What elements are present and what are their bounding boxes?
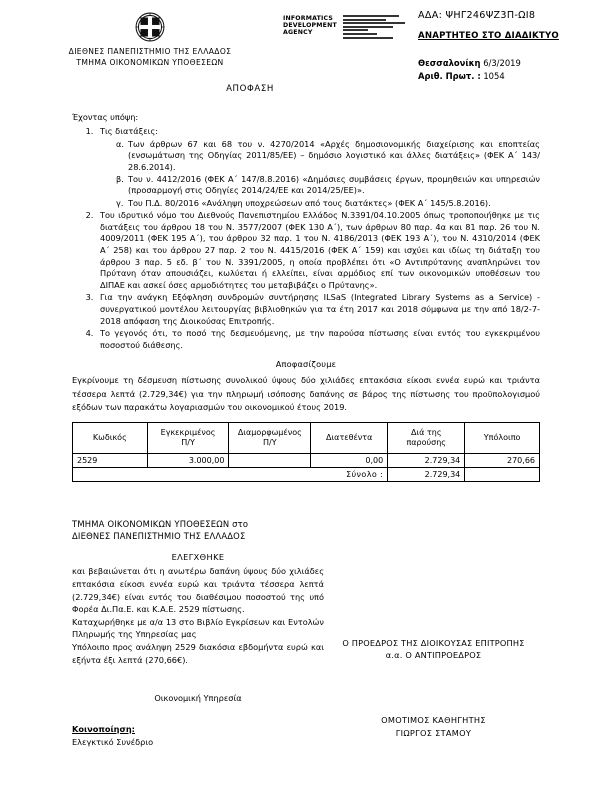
budget-table xyxy=(72,422,540,482)
cell-approved: 3.000,00 xyxy=(147,454,229,468)
sublist-marker: β. xyxy=(116,173,124,184)
table-row xyxy=(73,454,540,468)
preamble-text: Έχοντας υπόψη: xyxy=(72,112,139,122)
audit-paragraph-2: Καταχωρήθηκε με α/α 13 στο Βιβλίο Εγκρίσεων και Εντολών Πληρωμής της Υπηρεσίας μας xyxy=(72,616,324,640)
total-label: Σύνολο : xyxy=(73,468,388,482)
informatics-development-agency-stamp xyxy=(283,15,411,40)
decision-heading: Αποφασίζουμε xyxy=(275,359,337,370)
cell-current: 2.729,34 xyxy=(388,454,465,468)
sublist-item-text: Του Π.Δ. 80/2016 «Ανάληψη υποχρεώσεων από τους διατάκτες» (ΦΕΚ Α΄ 145/5.8.2016). xyxy=(128,197,491,208)
department-block xyxy=(72,518,540,543)
table-total-row xyxy=(73,468,540,482)
list-item xyxy=(96,292,540,327)
audit-column xyxy=(72,551,324,705)
list-item xyxy=(96,126,540,209)
signer-block xyxy=(327,714,540,739)
document-body xyxy=(72,112,540,482)
department-line1: ΤΜΗΜΑ ΟΙΚΟΝΟΜΙΚΩΝ ΥΠΟΘΕΣΕΩΝ στο xyxy=(72,519,249,529)
organization-name-line1: ΔΙΕΘΝΕΣ ΠΑΝΕΠΙΣΤΗΜΙΟ ΤΗΣ ΕΛΛΑΔΟΣ xyxy=(68,47,232,56)
column-header-allocated: Διατεθέντα xyxy=(311,423,388,454)
digital-signature-detail-icon xyxy=(343,15,405,40)
decision-paragraph: Εγκρίνουμε τη δέσμευση πίστωσης συνολικού ύψους δύο χιλιάδες επτακόσια είκοσι εννέα ευρώ και τριάντα τέσσερα λεπτά (2.729,34€) για την πληρωμή ισόποσης δαπάνης σε βάρος της πίστωσης του προϋπολογισμού εξόδων των παρακάτω λογαριασμών του οικονομικού έτους 2019. xyxy=(72,375,540,413)
column-header-remaining: Υπόλοιπο xyxy=(465,423,540,454)
table-header-row xyxy=(73,423,540,454)
signer-title-line2: α.α. Ο ΑΝΤΙΠΡΟΕΔΡΟΣ xyxy=(385,650,482,661)
column-header-code: Κωδικός xyxy=(73,423,148,454)
anartiteo-label: ΑΝΑΡΤΗΤΕΟ ΣΤΟ ΔΙΑΔΙΚΤΥΟ xyxy=(418,31,559,41)
list-item xyxy=(96,210,540,291)
ada-number: ΑΔΑ: ΨΗΓ246ΨΖ3Π-ΩΙ8 xyxy=(418,10,536,21)
document-date: 6/3/2019 xyxy=(483,58,521,68)
sublist-marker: γ. xyxy=(116,197,124,208)
list-item xyxy=(116,139,540,174)
column-header-approved: Εγκεκριμένος Π/Υ xyxy=(147,423,229,454)
page-title: ΑΠΟΦΑΣΗ xyxy=(226,84,274,94)
cell-allocated: 0,00 xyxy=(311,454,388,468)
audit-paragraph-1: και βεβαιώνεται ότι η ανωτέρω δαπάνη ύψους δύο χιλιάδες επτακόσια είκοσι εννέα ευρώ και τριάντα τέσσερα λεπτά (2.729,34€) είναι εντός του διαθέσιμου ποσοστού της υπό Φορέα Δι.Πα.Ε. και Κ.Α.Ε. 2529 πίστωσης. xyxy=(72,566,324,615)
place-and-protocol xyxy=(418,57,608,83)
list-item-text: Του ιδρυτικό νόμο του Διεθνούς Πανεπιστημίου Ελλάδος Ν.3391/04.10.2005 όπως τροποποιήθηκε με τις διατάξεις του άρθρου 18 του Ν. 3577/2007 (ΦΕΚ 130 Α΄), των άρθρων 80 παρ. 4α και 81 παρ. 26 του Ν. 4009/2011 (ΦΕΚ 195 Α΄), του άρθρου 32 παρ. 1 του Ν. 4186/2013 (ΦΕΚ 193 Α΄), του Ν. 4310/2014 (ΦΕΚ Α΄ 258) και του άρθρου 27 παρ. 2 του Ν. 4415/2016 (ΦΕΚ Α΄ 159) και ισχύει και ιδίως τη διάταξη του άρθρου 3 παρ. 5 εδ. β΄ του Ν. 3391/2005, η οποία προβλέπει ότι «Ο Αντιπρύτανης αναπληρώνει τον Πρύτανη όταν απουσιάζει, κωλύεται ή ελλείπει, είναι αρμόδιος επί των οικονομικών υποθέσεων του ΔΙΠΑΕ και ασκεί όσες αρμοδιότητες του μεταβιβάζει ο Πρύτανης». xyxy=(100,210,540,290)
sublist-item-text: Των άρθρων 67 και 68 του ν. 4270/2014 «Αρχές δημοσιονομικής διαχείρισης και εποπτείας (ενσωμάτωση της Οδηγίας 2011/85/ΕΕ) – δημόσιο λογιστικό και άλλες διατάξεις» (ΦΕΚ Α΄ 143/ 28.6.2014). xyxy=(128,138,540,172)
ida-stamp-label: INFORMATICS DEVELOPMENT AGENCY xyxy=(283,15,337,37)
list-item-text: Τις διατάξεις: xyxy=(100,126,159,136)
document-header xyxy=(0,0,612,100)
cell-code: 2529 xyxy=(73,454,148,468)
cell-adjusted xyxy=(229,454,311,468)
sublist-marker: α. xyxy=(116,138,124,149)
total-empty-cell xyxy=(465,468,540,482)
signature-column xyxy=(327,637,540,739)
notification-item: Ελεγκτικό Συνέδριο xyxy=(72,737,154,747)
place-date-line xyxy=(418,57,608,70)
department-line2: ΔΙΕΘΝΕΣ ΠΑΝΕΠΙΣΤΗΜΙΟ ΤΗΣ ΕΛΛΑΔΟΣ xyxy=(72,531,246,542)
signer-name: ΓΙΩΡΓΟΣ ΣΤΑΜΟΥ xyxy=(395,727,472,738)
sublist-item-text: Του ν. 4412/2016 (ΦΕΚ Α΄ 147/8.8.2016) «Δημόσιες συμβάσεις έργων, προμηθειών και υπηρεσιών (προσαρμογή στις Οδηγίες 2014/24/ΕΕ και 2014/25/ΕΕ)». xyxy=(128,173,540,196)
list-item-text: Το γεγονός ότι, το ποσό της δεσμευόμενης, με την παρούσα πίστωσης είναι εντός του εγκεκριμένου ποσοστού διάθεσης. xyxy=(100,328,540,350)
ada-block xyxy=(418,10,608,83)
legal-basis-sublist xyxy=(100,139,540,210)
financial-service-label: Οικονομική Υπηρεσία xyxy=(154,693,242,704)
total-value: 2.729,34 xyxy=(388,468,465,482)
place-label: Θεσσαλονίκη xyxy=(418,58,481,68)
audit-heading: ΕΛΕΓΧΘΗΚΕ xyxy=(171,551,225,562)
notification-block xyxy=(72,723,153,749)
protocol-label: Αριθ. Πρωτ. : xyxy=(418,71,481,81)
audit-paragraph-3: Υπόλοιπο προς ανάληψη 2529 διακόσια εβδομήντα ευρώ και εξήντα έξι λεπτά (270,66€). xyxy=(72,641,324,665)
cell-remaining: 270,66 xyxy=(465,454,540,468)
list-item xyxy=(116,198,540,210)
list-item xyxy=(96,328,540,351)
notification-title: Κοινοποίηση: xyxy=(72,724,135,734)
protocol-line xyxy=(418,70,608,83)
column-header-adjusted: Διαμορφωμένος Π/Υ xyxy=(229,423,311,454)
legal-basis-list xyxy=(82,126,540,351)
greek-coat-of-arms-icon xyxy=(133,10,167,44)
column-header-current: Διά της παρούσης xyxy=(388,423,465,454)
organization-block xyxy=(0,10,300,68)
organization-name-line2: ΤΜΗΜΑ ΟΙΚΟΝΟΜΙΚΩΝ ΥΠΟΘΕΣΕΩΝ xyxy=(76,58,224,67)
signer-title-line1: Ο ΠΡΟΕΔΡΟΣ ΤΗΣ ΔΙΟΙΚΟΥΣΑΣ ΕΠΙΤΡΟΠΗΣ xyxy=(342,637,525,648)
signer-rank: ΟΜΟΤΙΜΟΣ ΚΑΘΗΓΗΤΗΣ xyxy=(381,715,486,725)
list-item-text: Για την ανάγκη Εξόφληση συνδρομών συντήρησης ILSaS (Integrated Library Systems as a Service) - συνεργατικού μοντέλου λειτουργίας βιβλιοθηκών για τα έτη 2017 και 2018 σύμφωνα με την από 18/2-7-2018 απόφαση της Διοικούσας Επιτροπής. xyxy=(100,292,540,326)
protocol-number: 1054 xyxy=(483,71,505,81)
list-item xyxy=(116,174,540,197)
